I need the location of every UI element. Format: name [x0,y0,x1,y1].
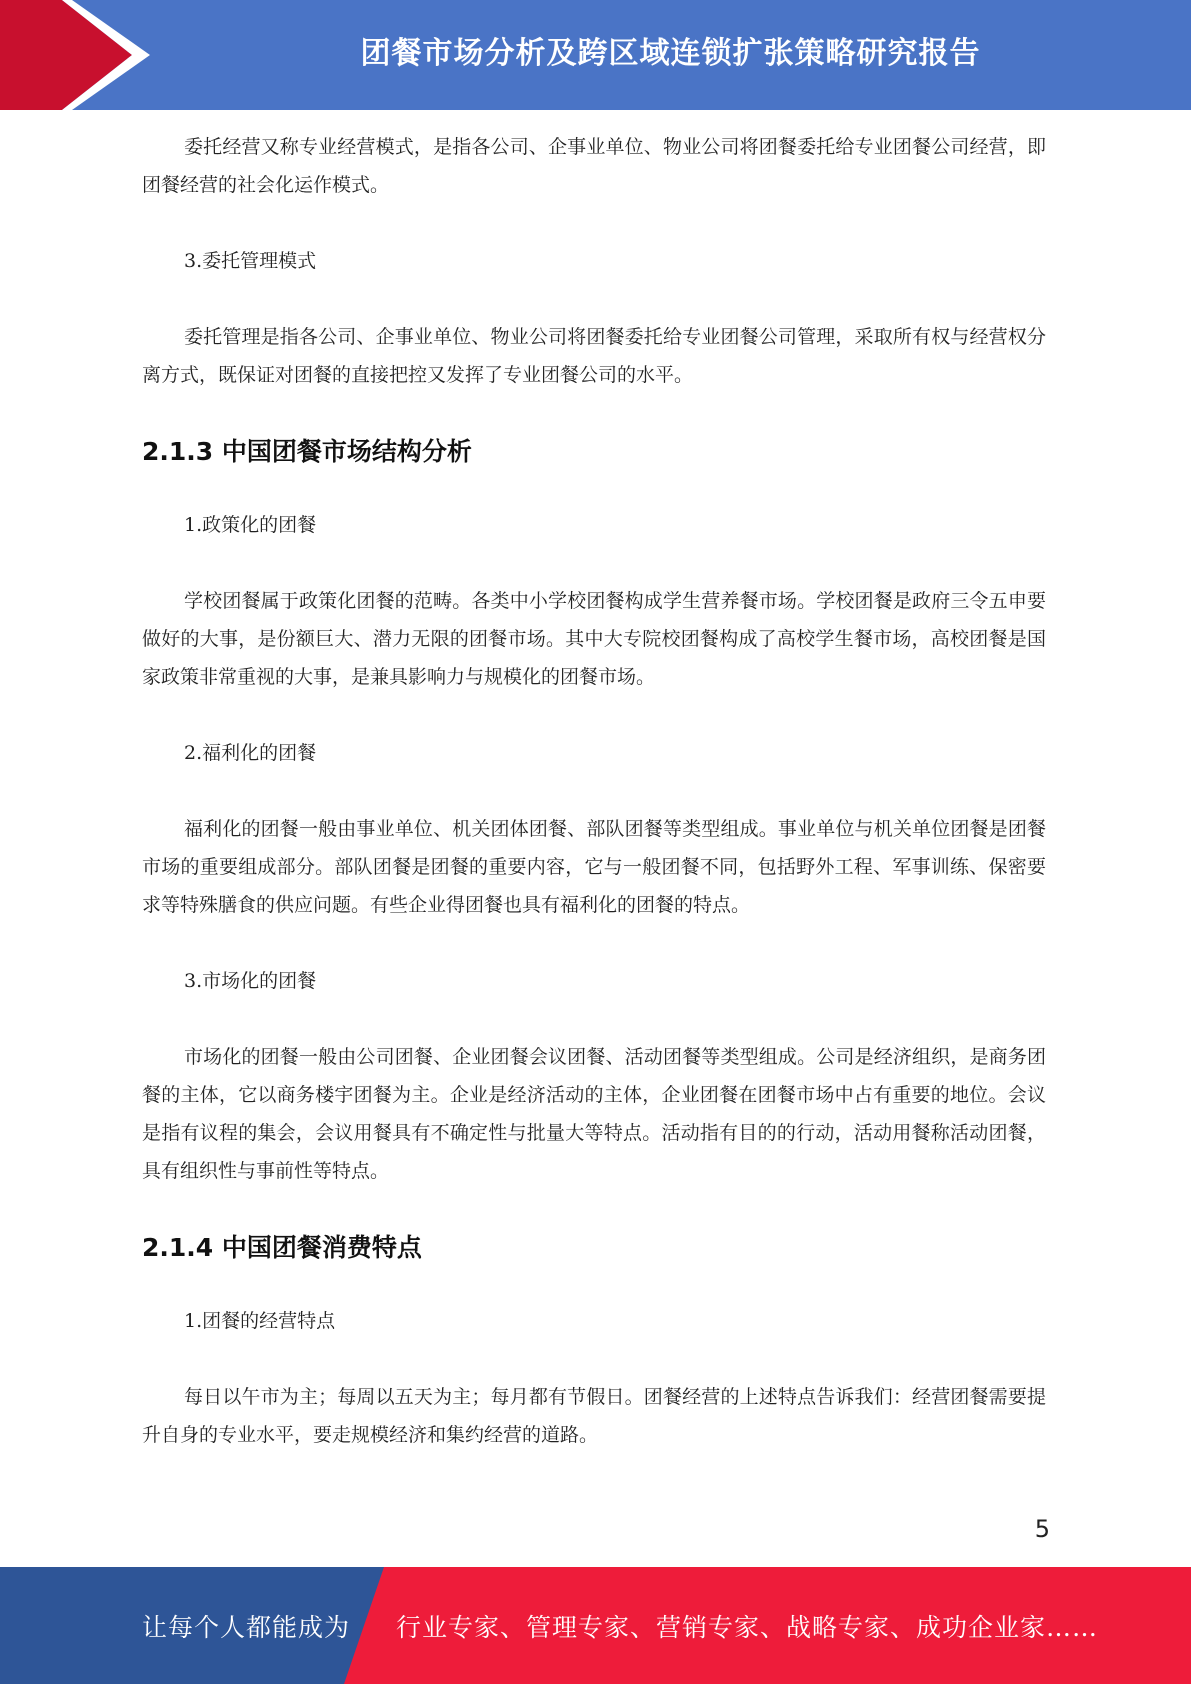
item-welfare-catering: 2.福利化的团餐 [184,742,317,764]
footer-slogan-left: 让每个人都能成为 [142,1612,351,1642]
paragraph-operation-features: 每日以午市为主；每周以五天为主；每月都有节假日。团餐经营的上述特点告诉我们：经营团餐需要提升自身的专业水平，要走规模经济和集约经营的道路。 [142,1386,1046,1446]
document-body [142,128,1046,1492]
page-footer [0,1567,1191,1684]
paragraph-market-catering: 市场化的团餐一般由公司团餐、企业团餐会议团餐、活动团餐等类型组成。公司是经济组织，是商务团餐的主体，它以商务楼宇团餐为主。企业是经济活动的主体，企业团餐在团餐市场中占有重要的地位。会议是指有议程的集会，会议用餐具有不确定性与批量大等特点。活动指有目的的行动，活动用餐称活动团餐，具有组织性与事前性等特点。 [142,1046,1046,1182]
heading-2-1-4: 2.1.4 中国团餐消费特点 [142,1233,422,1262]
footer-slogan-right: 行业专家、管理专家、营销专家、战略专家、成功企业家…… [396,1612,1099,1642]
page-number: 5 [1034,1515,1050,1543]
red-arrow-shape [0,0,132,110]
paragraph-policy-catering: 学校团餐属于政策化团餐的范畴。各类中小学校团餐构成学生营养餐市场。学校团餐是政府三令五申要做好的大事，是份额巨大、潜力无限的团餐市场。其中大专院校团餐构成了高校学生餐市场，高校团餐是国家政策非常重视的大事，是兼具影响力与规模化的团餐市场。 [142,590,1046,688]
paragraph-welfare-catering: 福利化的团餐一般由事业单位、机关团体团餐、部队团餐等类型组成。事业单位与机关单位团餐是团餐市场的重要组成部分。部队团餐是团餐的重要内容，它与一般团餐不同，包括野外工程、军事训练、保密要求等特殊膳食的供应问题。有些企业得团餐也具有福利化的团餐的特点。 [142,818,1046,916]
item-market-catering: 3.市场化的团餐 [184,970,317,992]
page-header [0,0,1191,110]
item-policy-catering: 1.政策化的团餐 [184,514,317,536]
item-entrusted-management: 3.委托管理模式 [184,250,317,272]
item-operation-features: 1.团餐的经营特点 [184,1310,336,1332]
report-title: 团餐市场分析及跨区域连锁扩张策略研究报告 [360,36,981,71]
paragraph-entrusted-operation: 委托经营又称专业经营模式，是指各公司、企事业单位、物业公司将团餐委托给专业团餐公司经营，即团餐经营的社会化运作模式。 [142,136,1046,196]
heading-2-1-3: 2.1.3 中国团餐市场结构分析 [142,437,472,466]
paragraph-entrusted-management: 委托管理是指各公司、企事业单位、物业公司将团餐委托给专业团餐公司管理，采取所有权与经营权分离方式，既保证对团餐的直接把控又发挥了专业团餐公司的水平。 [142,326,1046,386]
